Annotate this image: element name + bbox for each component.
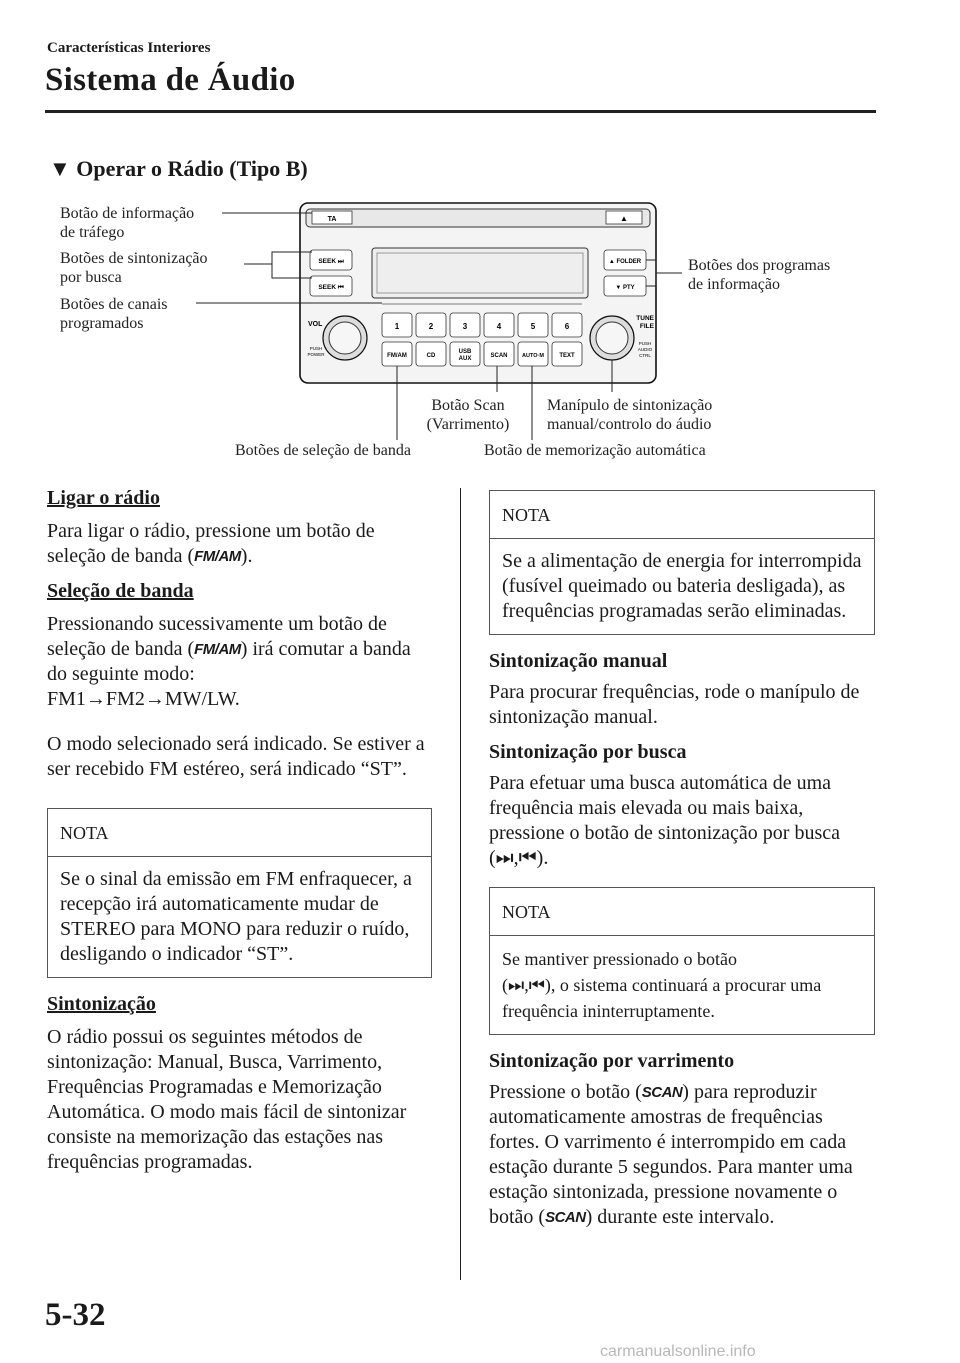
page-title: Sistema de Áudio <box>45 62 296 98</box>
note-box <box>47 808 432 978</box>
callout-text: por busca <box>60 269 122 286</box>
text: ). <box>536 847 549 869</box>
preset-label: 1 <box>394 322 400 331</box>
paragraph: O rádio possui os seguintes métodos de sintonização: Manual, Busca, Varrimento, Frequências Programadas e Memorização Automática. O modo mais fácil de sintonizar consiste na memorização das estações nas frequências programadas. <box>47 1026 407 1173</box>
scan-icon: SCAN <box>641 1084 683 1101</box>
text: Para ligar o rádio, pressione um botão de seleção de banda ( <box>47 520 375 567</box>
vol-power-label: POWER <box>307 352 325 357</box>
callout-preset <box>60 295 168 333</box>
text: Pressione o botão ( <box>489 1081 642 1103</box>
vol-knob-inner <box>329 322 361 354</box>
preset-label: 2 <box>428 322 434 331</box>
aux-label: AUX <box>458 356 472 362</box>
vol-push-label: PUSH <box>309 346 323 351</box>
heading-sintonizacao: Sintonização <box>47 993 156 1015</box>
pty-label: ▼ PTY <box>615 285 635 291</box>
fmam-label: FM/AM <box>387 353 407 359</box>
text: Se mantiver pressionado o botão <box>502 949 737 969</box>
heading-ligar-radio: Ligar o rádio <box>47 487 160 509</box>
chapter-label: Características Interiores <box>47 40 211 56</box>
scan-label: SCAN <box>490 353 508 359</box>
tune-label: TUNE <box>636 315 654 322</box>
cd-label: CD <box>426 353 436 359</box>
preset-label: 6 <box>564 322 570 331</box>
folder-label: ▲ FOLDER <box>608 259 642 265</box>
callout-text: (Varrimento) <box>426 416 510 433</box>
callout-text: Botões de sintonização <box>60 250 208 267</box>
note-body <box>490 936 874 1034</box>
note-title: NOTA <box>490 491 874 539</box>
callout-text: manual/controlo do áudio <box>547 416 712 433</box>
preset-label: 4 <box>496 322 502 331</box>
page-number: 5-32 <box>45 1297 106 1333</box>
note-box <box>489 887 875 1035</box>
note-body: Se o sinal da emissão em FM enfraquecer, a recepção irá automaticamente mudar de STEREO para MONO para reduzir o ruído, desligando o indicador “ST”. <box>60 868 412 965</box>
heading-sint-busca: Sintonização por busca <box>489 741 687 763</box>
radio-display <box>372 248 588 298</box>
callout-text: de tráfego <box>60 224 125 241</box>
text: ) irá comutar a banda do seguinte modo: <box>47 638 411 685</box>
paragraph: O modo selecionado será indicado. Se estiver a ser recebido FM estéreo, será indicado “ST”. <box>47 733 425 780</box>
vol-label: VOL <box>308 321 323 328</box>
callout-traffic <box>60 204 194 242</box>
text: , <box>513 847 519 869</box>
fmam-icon: FM/AM <box>194 641 241 658</box>
preset-label: 5 <box>530 322 536 331</box>
paragraph <box>489 1080 875 1230</box>
seek-up-label: SEEK ⏭ <box>318 258 344 265</box>
eject-icon: ▲ <box>620 214 628 223</box>
usb-label: USB <box>458 349 472 355</box>
callout-text: Botões dos programas <box>688 257 831 274</box>
preset-label: 3 <box>462 322 468 331</box>
note-body: Se a alimentação de energia for interrompida (fusível queimado ou bateria desligada), as frequências programadas serão eliminadas. <box>502 550 862 622</box>
callout-text: Botões de canais <box>60 296 168 313</box>
heading-sint-manual: Sintonização manual <box>489 650 668 672</box>
left-column <box>47 486 432 1185</box>
text: ) durante este intervalo. <box>585 1206 775 1228</box>
cd-slot <box>306 209 650 227</box>
text: Pressionando sucessivamente um botão de seleção de banda ( <box>47 613 387 660</box>
text: ). <box>240 545 253 567</box>
callout-text: Botão de informação <box>60 205 195 222</box>
callout-tune <box>547 396 712 434</box>
text-label: TEXT <box>559 353 575 359</box>
audio-label: AUDIO <box>637 347 653 352</box>
file-label: FILE <box>639 323 654 330</box>
tune-knob-inner <box>596 322 628 354</box>
audio-push-label: PUSH <box>638 341 652 346</box>
heading-sint-varrimento: Sintonização por varrimento <box>489 1050 735 1072</box>
seek-prev-icon: ⏮ <box>528 975 545 995</box>
note-title: NOTA <box>48 809 431 857</box>
paragraph <box>47 519 432 569</box>
callout-scan <box>412 396 524 434</box>
scan-icon: SCAN <box>545 1209 586 1226</box>
callout-text: de informação <box>688 276 780 293</box>
callout-pty <box>688 256 830 294</box>
heading-selecao-banda: Seleção de banda <box>47 580 194 602</box>
callout-text: programados <box>60 315 144 332</box>
seek-next-icon: ⏭ <box>495 847 514 869</box>
paragraph <box>47 612 432 712</box>
seek-down-label: SEEK ⏮ <box>318 284 344 291</box>
auto-m-label: AUTO·M <box>522 353 544 359</box>
section-marker-icon: ▼ <box>49 156 71 181</box>
callout-text: Manípulo de sintonização <box>547 397 713 414</box>
seek-prev-icon: ⏮ <box>518 847 537 869</box>
ctrl-label: CTRL <box>639 353 651 358</box>
seek-next-icon: ⏭ <box>508 975 525 995</box>
text: ), o sistema continuará a procurar uma frequência ininterruptamente. <box>502 975 822 1021</box>
right-column <box>489 490 875 1240</box>
note-box <box>489 490 875 635</box>
fmam-icon: FM/AM <box>194 548 241 565</box>
paragraph <box>489 771 875 871</box>
section-title-text: Operar o Rádio (Tipo B) <box>76 156 308 181</box>
callout-automem: Botão de memorização automática <box>484 442 706 459</box>
note-title: NOTA <box>490 888 874 936</box>
watermark: carmanualsonline.info <box>600 1343 756 1360</box>
callout-seek <box>60 249 208 287</box>
ta-button-label: TA <box>327 216 337 223</box>
column-divider <box>460 488 461 1280</box>
text: ) para reproduzir automaticamente amostras de frequências fortes. O varrimento é interrompido em cada estação durante 5 segundos. Para manter uma estação sintonizada, pressione novamente o botão ( <box>489 1081 853 1228</box>
callout-text: Botão Scan <box>431 397 505 414</box>
text: FM1→FM2→MW/LW. <box>47 688 240 710</box>
paragraph: Para procurar frequências, rode o manípulo de sintonização manual. <box>489 681 860 728</box>
text: ( <box>502 975 508 995</box>
text: , <box>524 975 529 995</box>
callout-band: Botões de seleção de banda <box>235 442 411 459</box>
text: Para efetuar uma busca automática de uma frequência mais elevada ou mais baixa, pressione o botão de sintonização por busca ( <box>489 772 841 869</box>
